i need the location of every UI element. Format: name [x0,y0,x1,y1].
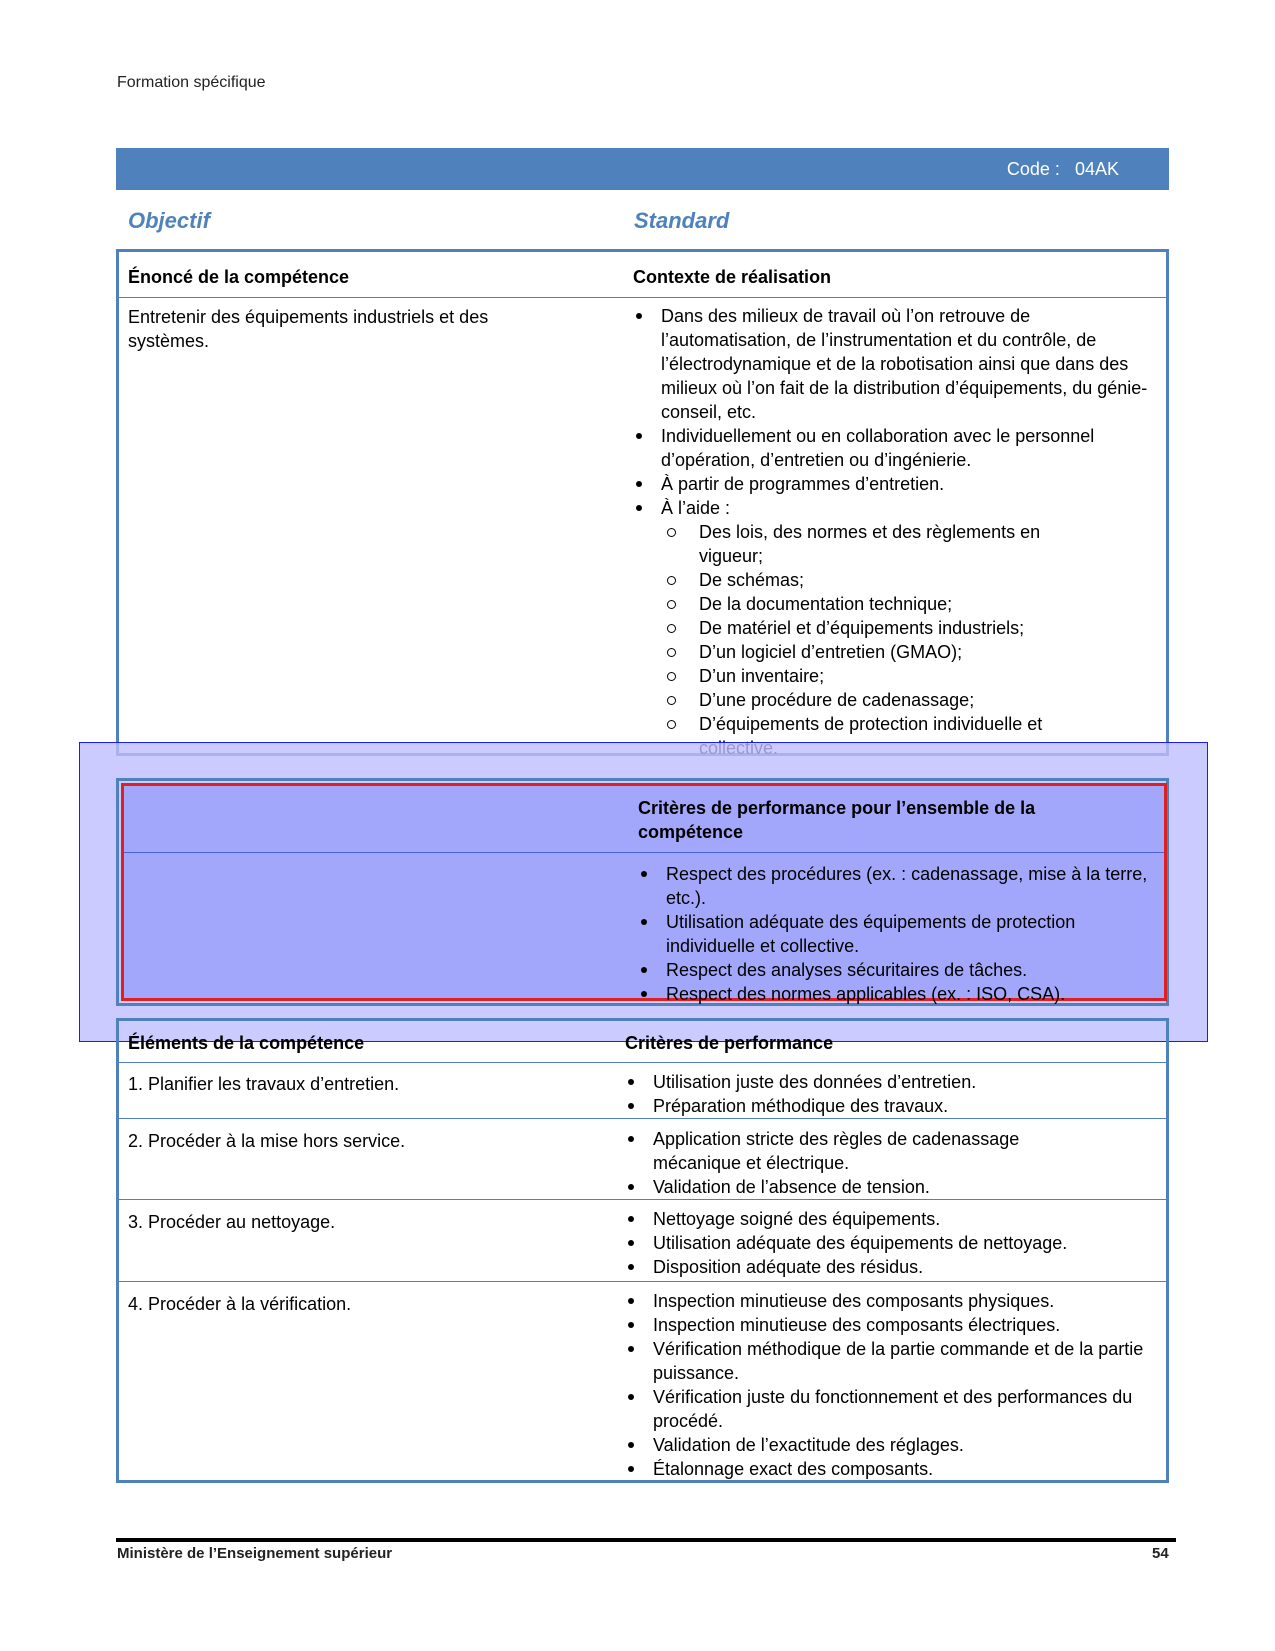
list-item: Utilisation adéquate des équipements de nettoyage. [625,1231,1155,1255]
footer-rule [116,1538,1176,1542]
element-3: 3. Procéder au nettoyage. [128,1212,336,1232]
list-item: Dans des milieux de travail où l’on retrouve de l’automatisation, de l’instrumentation et du contrôle, de l’électrodynamique et de la robotisation ainsi que dans des milieux où l’on fait de la distribution d’équipements, du génie-conseil, etc. [633,304,1158,424]
criteres-ensemble-list [638,862,1158,1006]
standard-heading: Standard [634,208,730,233]
list-item: De la documentation technique; [699,592,1099,616]
page-number: 54 [1152,1545,1169,1562]
divider [119,1062,1166,1063]
competence-table [116,249,1169,756]
criteres-ensemble-panel [121,783,1167,1004]
list-item: Nettoyage soigné des équipements. [625,1207,1155,1231]
divider [119,1281,1166,1282]
list-item: Validation de l’absence de tension. [625,1175,1085,1199]
list-item: À l’aide : Des lois, des normes et des règlements en vigueur; De schémas; De la documentation technique; De matériel et d’équipements industriels; D’un logiciel d’entretien (GMAO); D’un inventaire; D’une procédure de cadenassage; D’équipements de protection individuelle et [633,496,1158,760]
criteres-ensemble-header: Critères de performance pour l’ensemble de la compétence [638,798,1036,842]
divider [124,852,1164,853]
list-item: Préparation méthodique des travaux. [625,1094,1155,1118]
list-item: D’un inventaire; [699,664,1099,688]
criteres-list-2 [625,1127,1085,1199]
elements-header: Éléments de la compétence [128,1033,365,1053]
list-item: Respect des analyses sécuritaires de tâches. [638,958,1158,982]
contexte-header: Contexte de réalisation [633,267,832,287]
list-item: Des lois, des normes et des règlements en vigueur; [699,520,1099,568]
divider [119,1199,1166,1200]
code-label: Code : [1006,159,1060,179]
enonce-header: Énoncé de la compétence [128,267,350,287]
list-item: Étalonnage exact des composants. [625,1457,1155,1481]
list-item: Respect des procédures (ex. : cadenassage, mise à la terre, etc.). [638,862,1158,910]
element-4: 4. Procéder à la vérification. [128,1294,352,1314]
list-item: Inspection minutieuse des composants physiques. [625,1289,1155,1313]
list-item: Individuellement ou en collaboration avec le personnel d’opération, d’entretien ou d’ingénierie. [633,424,1158,472]
list-item: Inspection minutieuse des composants électriques. [625,1313,1155,1337]
list-item: Utilisation juste des données d’entretien. [625,1070,1155,1094]
list-item: Application stricte des règles de cadenassage mécanique et électrique. [625,1127,1085,1175]
divider [119,1118,1166,1119]
code-value: 04AK [1074,159,1119,179]
divider [119,297,1166,298]
list-item: Validation de l’exactitude des réglages. [625,1433,1155,1457]
list-item: D’équipements de protection individuelle et [699,712,1099,760]
element-2: 2. Procéder à la mise hors service. [128,1131,406,1151]
list-item: Vérification méthodique de la partie commande et de la partie puissance. [625,1337,1155,1385]
aide-list [661,520,1099,760]
enonce-text: Entretenir des équipements industriels et des systèmes. [128,307,489,351]
criteres-list-3 [625,1207,1155,1279]
code-bar [116,148,1169,190]
list-item: De schémas; [699,568,1099,592]
list-item: Respect des normes applicables (ex. : ISO, CSA). [638,982,1158,1006]
element-1: 1. Planifier les travaux d’entretien. [128,1074,400,1094]
list-item: À partir de programmes d’entretien. [633,472,1158,496]
list-item: Vérification juste du fonctionnement et des performances du procédé. [625,1385,1155,1433]
list-item: Disposition adéquate des résidus. [625,1255,1155,1279]
list-item: De matériel et d’équipements industriels; [699,616,1099,640]
list-item: D’une procédure de cadenassage; [699,688,1099,712]
contexte-list [633,304,1158,760]
list-item: D’un logiciel d’entretien (GMAO); [699,640,1099,664]
list-item: Utilisation adéquate des équipements de protection individuelle et collective. [638,910,1158,958]
footer-ministry: Ministère de l’Enseignement supérieur [117,1545,393,1562]
running-header: Formation spécifique [117,74,266,91]
criteres-header: Critères de performance [625,1033,834,1053]
criteres-list-4 [625,1289,1155,1481]
objectif-heading: Objectif [128,208,210,233]
criteres-list-1 [625,1070,1155,1118]
competence-code [1007,159,1119,180]
elements-table [116,1018,1169,1483]
